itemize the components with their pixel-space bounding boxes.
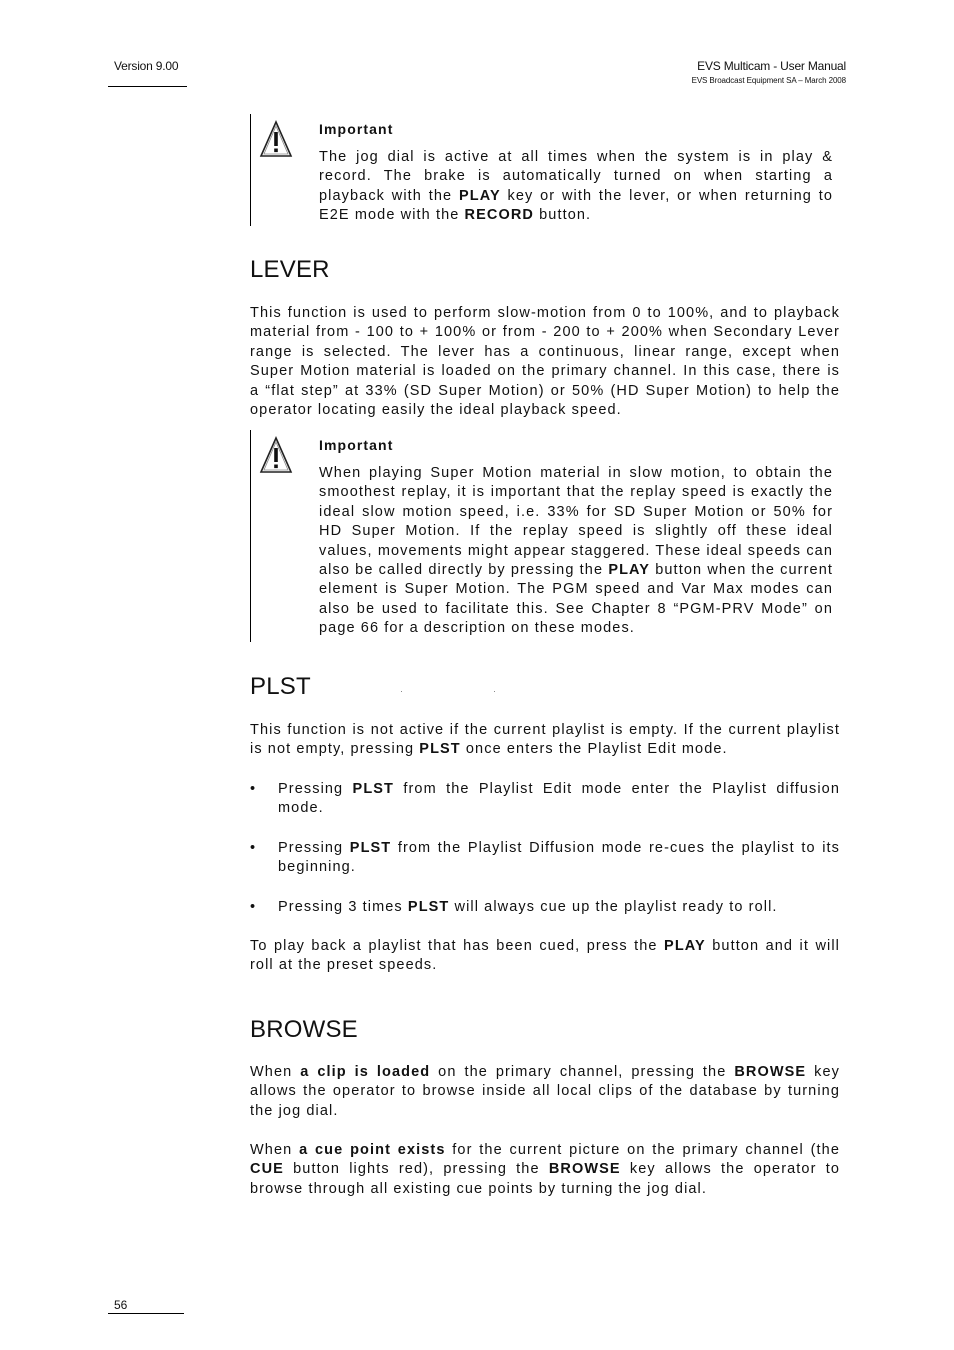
header-version: Version 9.00 xyxy=(114,59,179,73)
plst-bullet-list xyxy=(250,780,840,917)
note-label: Important xyxy=(319,437,394,453)
warning-triangle-icon xyxy=(259,435,293,475)
bullet-dot: • xyxy=(250,898,257,915)
bold-keyword: PLAY xyxy=(458,187,501,204)
page-number: 56 xyxy=(114,1298,128,1312)
section-heading-lever: LEVER xyxy=(250,256,330,283)
important-note-jog xyxy=(250,114,841,226)
note-label: Important xyxy=(319,121,394,137)
header-left-rule xyxy=(108,86,187,87)
plst-intro: This function is not active if the current playlist is empty. If the current playlist is not empty, pressing PLST once enters the Playlist Edit mode. xyxy=(250,722,840,758)
warning-triangle-icon xyxy=(259,119,293,159)
bold-keyword: PLST xyxy=(407,898,450,915)
bold-keyword: PLAY xyxy=(664,938,706,954)
list-item-text: Pressing PLST from the Playlist Edit mode enter the Playlist diffusion mode. xyxy=(278,781,840,817)
header-publisher: EVS Broadcast Equipment SA – March 2008 xyxy=(691,76,846,85)
section-heading-plst: PLST xyxy=(250,673,311,700)
bold-keyword: BROWSE xyxy=(734,1064,807,1080)
bold-keyword: a clip is loaded xyxy=(300,1064,431,1080)
plst-outro: To play back a playlist that has been cued, press the PLAY button and it will roll at the preset speeds. xyxy=(250,938,840,974)
list-item-text: Pressing 3 times PLST will always cue up the playlist ready to roll. xyxy=(278,898,778,915)
list-item xyxy=(250,780,840,819)
list-item-text: Pressing PLST from the Playlist Diffusion mode re-cues the playlist to its beginning. xyxy=(278,839,840,876)
bullet-dot: • xyxy=(250,839,257,856)
list-item xyxy=(250,898,840,917)
scan-speck xyxy=(401,691,402,692)
important-note-super-motion xyxy=(250,430,841,642)
scan-speck xyxy=(494,691,495,692)
browse-paragraph-2: When a cue point exists for the current picture on the primary channel (the CUE button lights red), pressing the BROWSE key allows the operator to browse through all existing cue points by turning the jog dial. xyxy=(250,1142,840,1197)
bold-keyword: a cue point exists xyxy=(299,1142,446,1158)
bold-keyword: BROWSE xyxy=(548,1161,621,1178)
header-right xyxy=(692,59,846,85)
footer-rule xyxy=(108,1313,184,1314)
note-text: The jog dial is active at all times when the system is in play & record. The brake is automatically turned on when starting a playback with the PLAY key or with the lever, or when returning to E2E mode with the RECORD button. xyxy=(319,149,834,224)
browse-paragraph-1: When a clip is loaded on the primary channel, pressing the BROWSE key allows the operator to browse inside all local clips of the database by turning the jog dial. xyxy=(250,1064,840,1119)
header-manual-title: EVS Multicam - User Manual xyxy=(697,59,846,73)
section-heading-browse: BROWSE xyxy=(250,1016,358,1043)
note-text: When playing Super Motion material in slow motion, to obtain the smoothest replay, it is important that the replay speed is exactly the ideal slow motion speed, i.e. 33% for SD Super Motion or 50% for HD Super Motion. If the replay speed is slightly off these ideal values, movements might appear staggered. These ideal speeds can also be called directly by pressing the PLAY button when the current element is Super Motion. The PGM speed and Var Max modes can also be used to facilitate this. See Chapter 8 “PGM-PRV Mode” on page 66 for a description on these modes. xyxy=(319,465,833,637)
bullet-dot: • xyxy=(250,781,257,797)
bold-keyword: PLAY xyxy=(608,562,651,579)
list-item xyxy=(250,839,840,878)
bold-keyword: PLST xyxy=(352,781,395,797)
bold-keyword: PLST xyxy=(349,839,392,856)
bold-keyword: RECORD xyxy=(464,207,534,224)
bold-keyword: CUE xyxy=(250,1161,284,1178)
lever-paragraph: This function is used to perform slow-motion from 0 to 100%, and to playback material from - 100 to + 100% or from - 200 to + 200% when Secondary Lever range is selected. The lever has a continuous, linear range, except when Super Motion material is loaded on the primary channel. In this case, there is a “flat step” at 33% (SD Super Motion) or 50% (HD Super Motion) to help the operator locating easily the ideal playback speed. xyxy=(250,305,840,419)
bold-keyword: PLST xyxy=(419,741,461,758)
